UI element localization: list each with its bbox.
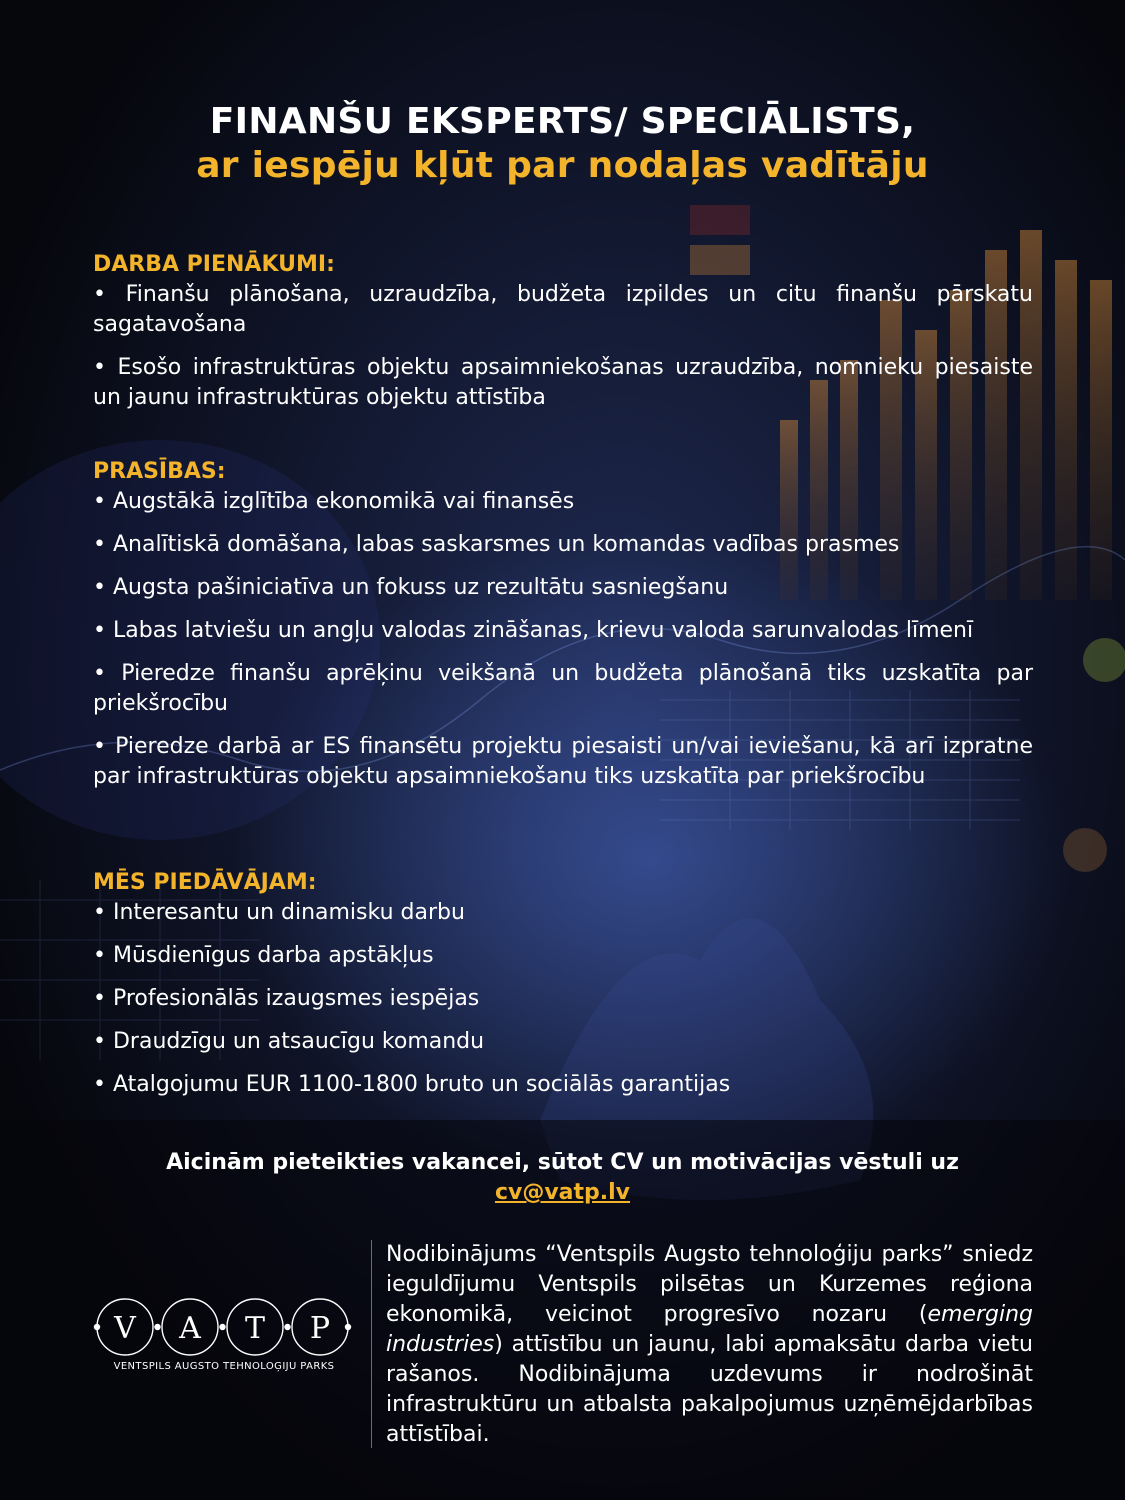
list-item: • Augsta pašiniciatīva un fokuss uz rezultātu sasniegšanu [93, 573, 1033, 603]
requirements-list [93, 487, 1033, 792]
job-title-main: FINANŠU EKSPERTS/ SPECIĀLISTS, [209, 101, 916, 142]
section-heading: MĒS PIEDĀVĀJAM: [93, 870, 317, 895]
list-item: • Pieredze darbā ar ES finansētu projektu piesaisti un/vai ieviešanu, kā arī izpratne par infrastruktūras objektu apsaimniekošanu tiks uzskatīta par priekšrocību [93, 732, 1033, 792]
offer-list [93, 898, 1033, 1100]
section-requirements [93, 457, 1033, 805]
list-item: • Analītiskā domāšana, labas saskarsmes un komandas vadības prasmes [93, 530, 1033, 560]
list-item: • Mūsdienīgus darba apstākļus [93, 941, 1033, 971]
about-text-1: Nodibinājums “Ventspils Augsto tehnoloģiju parks” sniedz ieguldījumu Ventspils pilsētas un Kurzemes reģiona ekonomikā, veicinot progresīvo nozaru ( [386, 1242, 1033, 1327]
logo-letter: P [309, 1311, 331, 1346]
call-to-action [0, 1148, 1125, 1208]
logo-subtitle: VENTSPILS AUGSTO TEHNOLOĢIJU PARKS [113, 1361, 335, 1372]
section-offer [93, 868, 1033, 1113]
list-item: • Augstākā izglītība ekonomikā vai finansēs [93, 487, 1033, 517]
list-item: • Atalgojumu EUR 1100-1800 bruto un sociālās garantijas [93, 1070, 1033, 1100]
about-italic: emerging industries [386, 1302, 1033, 1357]
list-item: • Profesionālās izaugsmes iespējas [93, 984, 1033, 1014]
list-item: • Esošo infrastruktūras objektu apsaimniekošanas uzraudzība, nomnieku piesaiste un jaunu infrastruktūras objektu attīstība [93, 353, 1033, 413]
logo-letter: V [114, 1311, 136, 1346]
logo-letter: T [244, 1311, 266, 1346]
section-heading: PRASĪBAS: [93, 459, 226, 484]
duties-list [93, 280, 1033, 413]
list-item: • Labas latviešu un angļu valodas zināšanas, krievu valoda sarunvalodas līmenī [93, 616, 1033, 646]
email-link[interactable]: cv@vatp.lv [494, 1180, 631, 1205]
section-duties [93, 250, 1033, 426]
job-title [0, 100, 1125, 188]
list-item: • Pieredze finanšu aprēķinu veikšanā un budžeta plānošanā tiks uzskatīta par priekšrocību [93, 659, 1033, 719]
job-title-subtitle: ar iespēju kļūt par nodaļas vadītāju [196, 145, 929, 186]
logo-letter: A [179, 1311, 201, 1346]
about-text-2: ) attīstību un jaunu, labi apmaksātu darba vietu rašanos. Nodibinājuma uzdevums ir nodrošināt infrastruktūru un atbalsta pakalpojumus uzņēmējdarbības attīstībai. [386, 1332, 1033, 1447]
list-item: • Finanšu plānošana, uzraudzība, budžeta izpildes un citu finanšu pārskatu sagatavošana [93, 280, 1033, 340]
vertical-divider [371, 1240, 372, 1448]
section-heading: DARBA PIENĀKUMI: [93, 252, 335, 277]
list-item: • Interesantu un dinamisku darbu [93, 898, 1033, 928]
cta-text: Aicinām pieteikties vakancei, sūtot CV un motivācijas vēstuli uz [166, 1150, 959, 1175]
organization-description [386, 1240, 1033, 1450]
list-item: • Draudzīgu un atsaucīgu komandu [93, 1027, 1033, 1057]
